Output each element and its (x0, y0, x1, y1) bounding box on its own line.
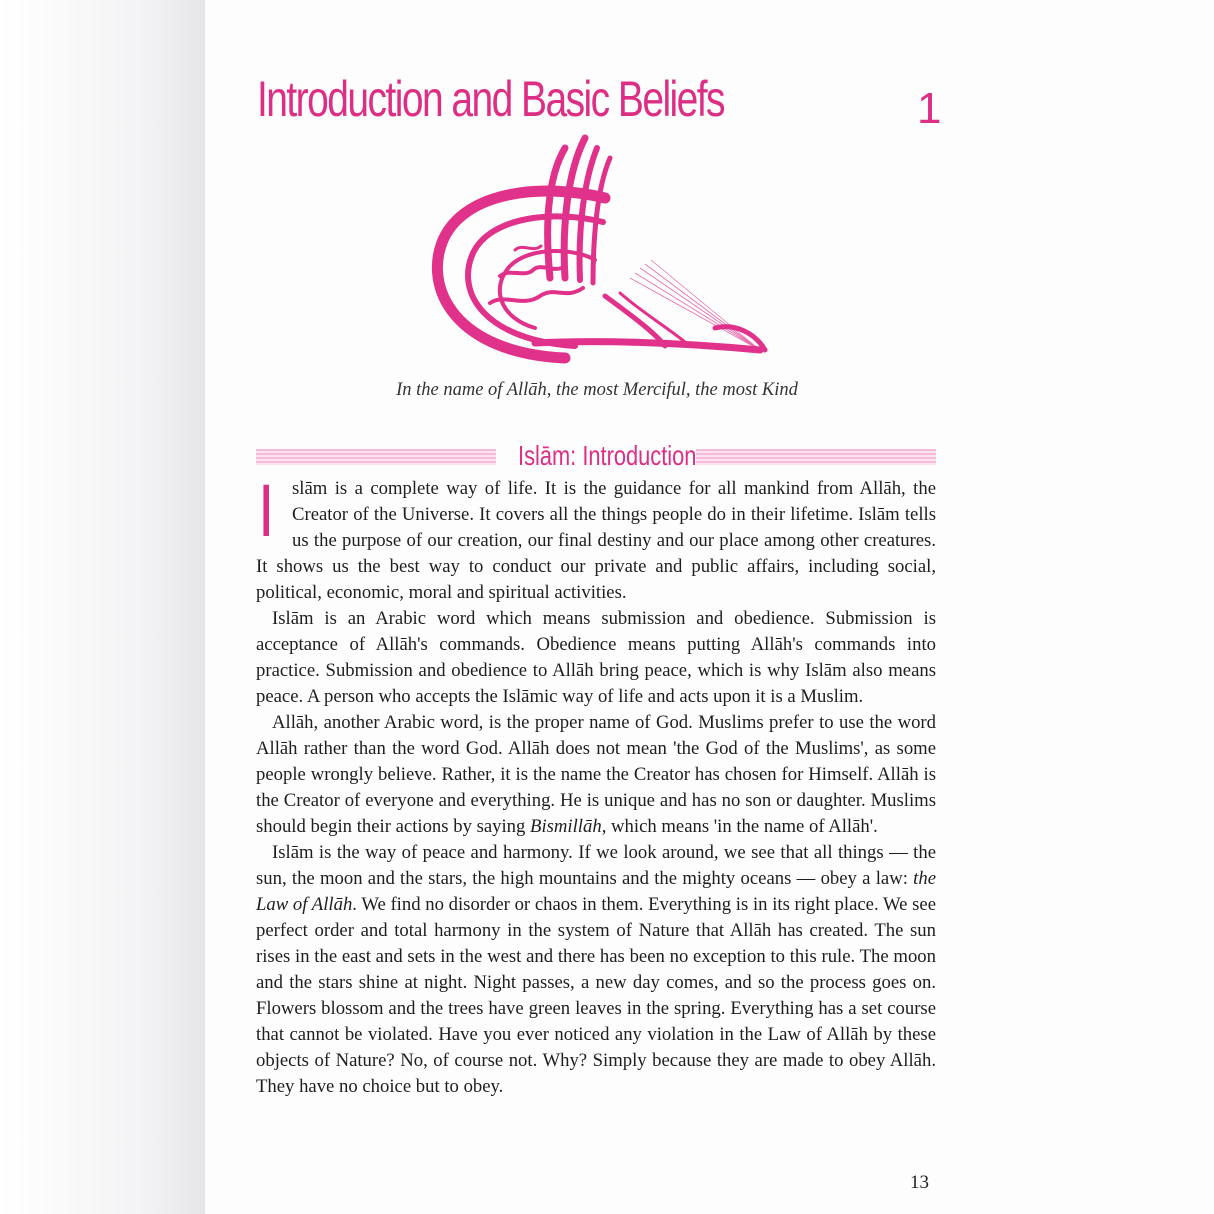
section-rule-right (696, 449, 936, 465)
paragraph-3-emphasis: Bismillāh (530, 816, 602, 837)
page-number: 13 (910, 1172, 929, 1193)
paragraph-4 (256, 840, 936, 1100)
page-gutter-shadow (0, 0, 205, 1214)
calligraphy-caption: In the name of Allāh, the most Merciful, the most Kind (396, 380, 798, 400)
paragraph-3 (256, 710, 936, 840)
chapter-title: Introduction and Basic Beliefs (257, 71, 725, 127)
drop-cap: I (258, 469, 275, 552)
section-title: Islām: Introduction (518, 440, 697, 471)
body-text (256, 469, 936, 1100)
chapter-number: 1 (917, 84, 942, 133)
paragraph-4-text-after: . We find no disorder or chaos in them. Everything is in its right place. We see perfect order and total harmony in the system of Nature that Allāh has created. The sun rises in the east and sets in the west and there has been no exception to this rule. The moon and the stars shine at night. Night passes, a new day comes, and so the process goes on. Flowers blossom and the trees have green leaves in the spring. Everything has a set course that cannot be violated. Have you ever noticed any violation in the Law of Allāh by these objects of Nature? No, of course not. Why? Simply because they are made to obey Allāh. They have no choice but to obey. (256, 894, 936, 1097)
paragraph-3-text-before: Allāh, another Arabic word, is the proper name of God. Muslims prefer to use the word Allāh rather than the word God. Allāh does not mean 'the God of the Muslims', as some people wrongly believe. Rather, it is the name the Creator has chosen for Himself. Allāh is the Creator of everyone and everything. He is unique and has no son or daughter. Muslims should begin their actions by saying (256, 712, 936, 837)
paragraph-4-emphasis: the Law of Allāh (256, 868, 936, 915)
section-header (256, 441, 936, 473)
paragraph-3-text-after: , which means 'in the name of Allāh'. (601, 816, 878, 837)
section-rule-left (256, 449, 496, 465)
bismillah-calligraphy-icon (415, 128, 775, 373)
paragraph-1-text: slām is a complete way of life. It is the guidance for all mankind from Allāh, the Creator of the Universe. It covers all the things people do in their lifetime. Islām tells us the purpose of our creation, our final destiny and our place among other creatures. It shows us the best way to conduct our private and public affairs, including social, political, economic, moral and spiritual activities. (256, 478, 936, 603)
paragraph-2: Islām is an Arabic word which means submission and obedience. Submission is acceptance of Allāh's commands. Obedience means putting Allāh's commands into practice. Submission and obedience to Allāh bring peace, which is why Islām also means peace. A person who accepts the Islāmic way of life and acts upon it is a Muslim. (256, 608, 936, 707)
paragraph-1 (256, 469, 936, 606)
paragraph-4-text-before: Islām is the way of peace and harmony. If we look around, we see that all things — the sun, the moon and the stars, the high mountains and the mighty oceans — obey a law: (256, 842, 936, 889)
